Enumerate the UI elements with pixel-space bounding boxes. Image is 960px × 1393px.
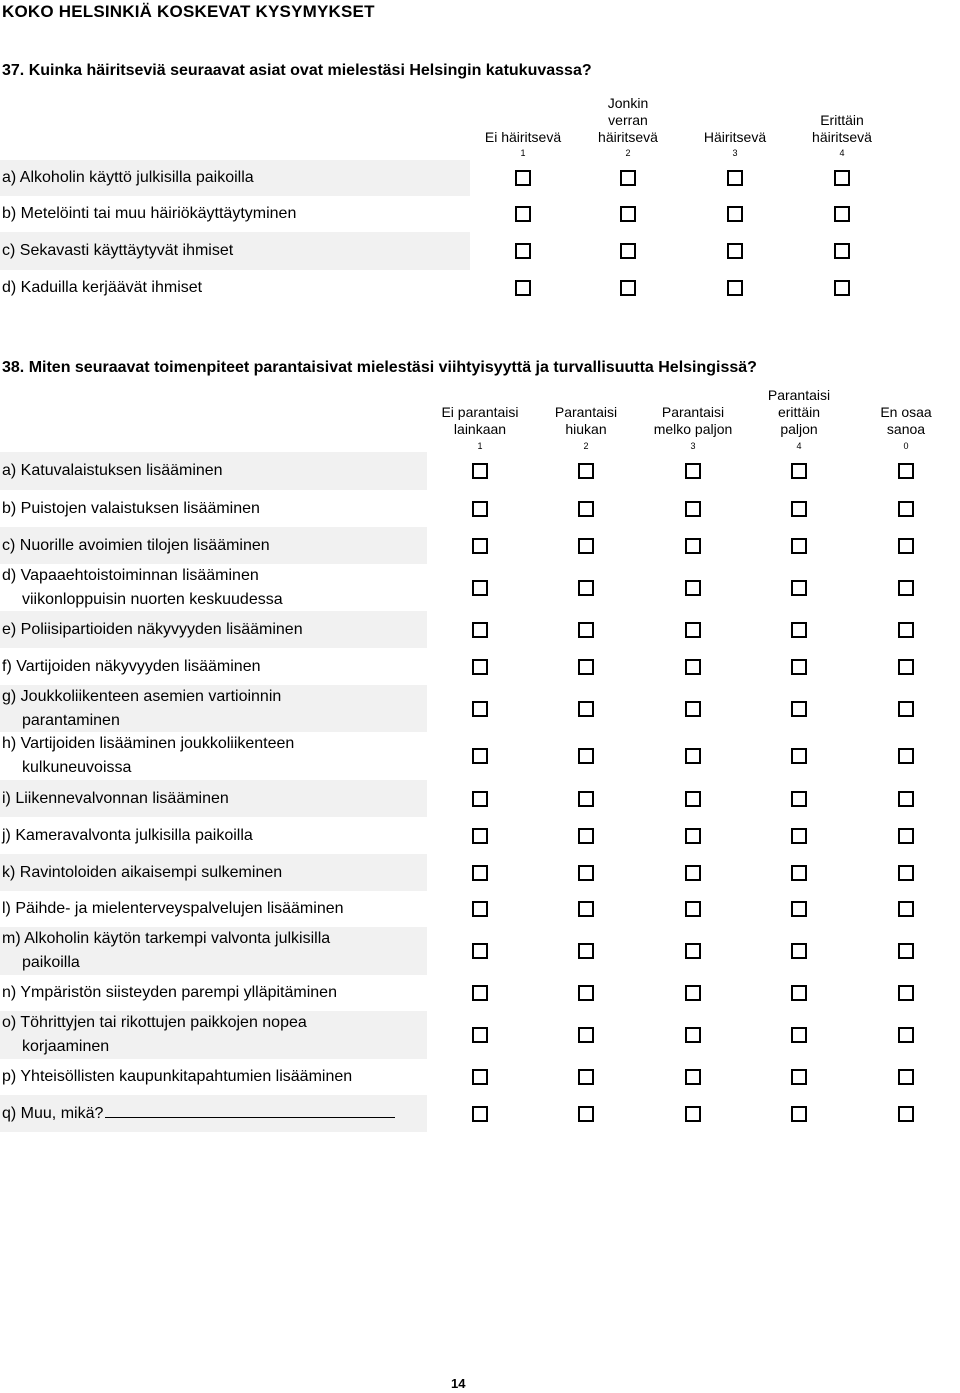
q38-checkbox-row7-col3[interactable] bbox=[685, 701, 701, 717]
q38-checkbox-row6-col2[interactable] bbox=[578, 659, 594, 675]
q38-checkbox-row16-col4[interactable] bbox=[791, 1069, 807, 1085]
q38-checkbox-row17-col2[interactable] bbox=[578, 1106, 594, 1122]
q38-checkbox-row5-col2[interactable] bbox=[578, 622, 594, 638]
q37-checkbox-row2-col4[interactable] bbox=[834, 206, 850, 222]
q37-column-code-4: 4 bbox=[839, 148, 845, 158]
q38-checkbox-row2-col5[interactable] bbox=[898, 501, 914, 517]
q38-checkbox-row4-col1[interactable] bbox=[472, 580, 488, 596]
q37-checkbox-row4-col4[interactable] bbox=[834, 280, 850, 296]
q38-checkbox-row12-col1[interactable] bbox=[472, 901, 488, 917]
q38-checkbox-row3-col1[interactable] bbox=[472, 538, 488, 554]
q38-checkbox-row10-col1[interactable] bbox=[472, 828, 488, 844]
q37-checkbox-row3-col4[interactable] bbox=[834, 243, 850, 259]
q38-checkbox-row14-col5[interactable] bbox=[898, 985, 914, 1001]
q37-checkbox-row3-col1[interactable] bbox=[515, 243, 531, 259]
document-title: KOKO HELSINKIÄ KOSKEVAT KYSYMYKSET bbox=[2, 2, 375, 21]
q37-checkbox-row1-col2[interactable] bbox=[620, 170, 636, 186]
q38-checkbox-row13-col3[interactable] bbox=[685, 943, 701, 959]
q38-checkbox-row2-col4[interactable] bbox=[791, 501, 807, 517]
q38-column-header-3: Parantaisi melko paljon bbox=[653, 404, 733, 437]
q37-checkbox-row4-col3[interactable] bbox=[727, 280, 743, 296]
q38-checkbox-row9-col3[interactable] bbox=[685, 791, 701, 807]
q38-checkbox-row3-col4[interactable] bbox=[791, 538, 807, 554]
q38-checkbox-row11-col3[interactable] bbox=[685, 865, 701, 881]
q37-row-label: b) Metelöinti tai muu häiriökäyttäytyminen bbox=[2, 205, 297, 222]
q38-checkbox-row11-col4[interactable] bbox=[791, 865, 807, 881]
q38-checkbox-row17-col4[interactable] bbox=[791, 1106, 807, 1122]
q38-checkbox-row10-col3[interactable] bbox=[685, 828, 701, 844]
q37-column-code-3: 3 bbox=[732, 148, 738, 158]
q38-checkbox-row8-col2[interactable] bbox=[578, 748, 594, 764]
q38-checkbox-row13-col1[interactable] bbox=[472, 943, 488, 959]
q38-row-label: m) Alkoholin käytön tarkempi valvonta julkisilla paikoilla bbox=[2, 930, 331, 971]
q38-checkbox-row3-col3[interactable] bbox=[685, 538, 701, 554]
q37-row-label: a) Alkoholin käyttö julkisilla paikoilla bbox=[2, 169, 254, 186]
q38-row-label: j) Kameravalvonta julkisilla paikoilla bbox=[2, 826, 253, 844]
q37-checkbox-row4-col1[interactable] bbox=[515, 280, 531, 296]
q38-checkbox-row7-col5[interactable] bbox=[898, 701, 914, 717]
q38-row-label: g) Joukkoliikenteen asemien vartioinnin parantaminen bbox=[2, 687, 282, 729]
q38-checkbox-row7-col1[interactable] bbox=[472, 701, 488, 717]
q38-checkbox-row12-col4[interactable] bbox=[791, 901, 807, 917]
q38-row-label: f) Vartijoiden näkyvyyden lisääminen bbox=[2, 657, 261, 675]
q38-row-label: d) Vapaaehtoistoiminnan lisääminen viikonloppuisin nuorten keskuudessa bbox=[2, 566, 283, 608]
q38-column-code-2: 2 bbox=[583, 441, 589, 451]
q37-checkbox-row2-col2[interactable] bbox=[620, 206, 636, 222]
other-specify-line[interactable] bbox=[105, 1103, 395, 1118]
q38-checkbox-row4-col4[interactable] bbox=[791, 580, 807, 596]
question-37-title: 37. Kuinka häiritseviä seuraavat asiat ovat mielestäsi Helsingin katukuvassa? bbox=[2, 62, 592, 79]
q37-checkbox-row1-col4[interactable] bbox=[834, 170, 850, 186]
q38-checkbox-row9-col2[interactable] bbox=[578, 791, 594, 807]
q38-checkbox-row1-col3[interactable] bbox=[685, 463, 701, 479]
q38-checkbox-row2-col2[interactable] bbox=[578, 501, 594, 517]
q38-checkbox-row4-col2[interactable] bbox=[578, 580, 594, 596]
q38-row-label: n) Ympäristön siisteyden parempi ylläpitäminen bbox=[2, 984, 337, 1001]
q38-checkbox-row1-col4[interactable] bbox=[791, 463, 807, 479]
q38-checkbox-row8-col4[interactable] bbox=[791, 748, 807, 764]
q38-column-header-4: Parantaisi erittäin paljon bbox=[767, 387, 831, 437]
q38-checkbox-row15-col5[interactable] bbox=[898, 1027, 914, 1043]
q38-checkbox-row14-col4[interactable] bbox=[791, 985, 807, 1001]
q37-checkbox-row3-col2[interactable] bbox=[620, 243, 636, 259]
q38-row-label: q) Muu, mikä? bbox=[2, 1102, 395, 1126]
q38-checkbox-row5-col5[interactable] bbox=[898, 622, 914, 638]
q38-checkbox-row15-col1[interactable] bbox=[472, 1027, 488, 1043]
q38-checkbox-row2-col3[interactable] bbox=[685, 501, 701, 517]
q38-checkbox-row8-col1[interactable] bbox=[472, 748, 488, 764]
q38-column-header-5: En osaa sanoa bbox=[880, 404, 932, 437]
q38-checkbox-row1-col1[interactable] bbox=[472, 463, 488, 479]
q38-checkbox-row16-col5[interactable] bbox=[898, 1069, 914, 1085]
q37-column-code-2: 2 bbox=[625, 148, 631, 158]
q38-checkbox-row1-col2[interactable] bbox=[578, 463, 594, 479]
q38-row-label: h) Vartijoiden lisääminen joukkoliikenteen kulkuneuvoissa bbox=[2, 735, 295, 776]
q38-checkbox-row8-col5[interactable] bbox=[898, 748, 914, 764]
q38-checkbox-row13-col5[interactable] bbox=[898, 943, 914, 959]
q37-row-label: c) Sekavasti käyttäytyvät ihmiset bbox=[2, 242, 234, 259]
q38-checkbox-row11-col1[interactable] bbox=[472, 865, 488, 881]
q38-checkbox-row5-col1[interactable] bbox=[472, 622, 488, 638]
q38-row-label: k) Ravintoloiden aikaisempi sulkeminen bbox=[2, 863, 283, 881]
q37-checkbox-row1-col3[interactable] bbox=[727, 170, 743, 186]
q38-checkbox-row17-col1[interactable] bbox=[472, 1106, 488, 1122]
q38-checkbox-row6-col4[interactable] bbox=[791, 659, 807, 675]
q37-checkbox-row2-col3[interactable] bbox=[727, 206, 743, 222]
q37-checkbox-row4-col2[interactable] bbox=[620, 280, 636, 296]
q38-checkbox-row6-col3[interactable] bbox=[685, 659, 701, 675]
q37-checkbox-row2-col1[interactable] bbox=[515, 206, 531, 222]
q38-checkbox-row14-col3[interactable] bbox=[685, 985, 701, 1001]
q38-checkbox-row17-col3[interactable] bbox=[685, 1106, 701, 1122]
q38-column-code-3: 3 bbox=[690, 441, 696, 451]
q38-checkbox-row16-col2[interactable] bbox=[578, 1069, 594, 1085]
q38-checkbox-row1-col5[interactable] bbox=[898, 463, 914, 479]
q38-checkbox-row5-col4[interactable] bbox=[791, 622, 807, 638]
q38-checkbox-row9-col4[interactable] bbox=[791, 791, 807, 807]
q38-row-label: a) Katuvalaistuksen lisääminen bbox=[2, 462, 223, 479]
q38-checkbox-row14-col1[interactable] bbox=[472, 985, 488, 1001]
q38-checkbox-row10-col4[interactable] bbox=[791, 828, 807, 844]
q38-checkbox-row3-col2[interactable] bbox=[578, 538, 594, 554]
q38-checkbox-row9-col5[interactable] bbox=[898, 791, 914, 807]
q38-column-code-1: 1 bbox=[477, 441, 483, 451]
q38-row-label: p) Yhteisöllisten kaupunkitapahtumien lisääminen bbox=[2, 1068, 353, 1085]
q38-checkbox-row6-col1[interactable] bbox=[472, 659, 488, 675]
q38-checkbox-row15-col2[interactable] bbox=[578, 1027, 594, 1043]
q38-row-label: i) Liikennevalvonnan lisääminen bbox=[2, 789, 229, 807]
q38-checkbox-row13-col4[interactable] bbox=[791, 943, 807, 959]
q38-checkbox-row8-col3[interactable] bbox=[685, 748, 701, 764]
q37-column-header-4: Erittäin häiritsevä bbox=[812, 112, 872, 145]
q38-checkbox-row9-col1[interactable] bbox=[472, 791, 488, 807]
q38-checkbox-row3-col5[interactable] bbox=[898, 538, 914, 554]
q38-column-header-2: Parantaisi hiukan bbox=[554, 404, 618, 437]
q38-column-header-1: Ei parantaisi lainkaan bbox=[441, 404, 519, 437]
q38-row-label: o) Töhrittyjen tai rikottujen paikkojen nopea korjaaminen bbox=[2, 1014, 307, 1055]
q38-checkbox-row14-col2[interactable] bbox=[578, 985, 594, 1001]
q38-checkbox-row7-col2[interactable] bbox=[578, 701, 594, 717]
q37-row-label: d) Kaduilla kerjäävät ihmiset bbox=[2, 279, 203, 296]
q38-checkbox-row11-col2[interactable] bbox=[578, 865, 594, 881]
q38-checkbox-row10-col5[interactable] bbox=[898, 828, 914, 844]
q38-checkbox-row15-col4[interactable] bbox=[791, 1027, 807, 1043]
q38-checkbox-row4-col5[interactable] bbox=[898, 580, 914, 596]
q38-row-label: c) Nuorille avoimien tilojen lisääminen bbox=[2, 536, 270, 554]
q38-checkbox-row16-col3[interactable] bbox=[685, 1069, 701, 1085]
q38-checkbox-row10-col2[interactable] bbox=[578, 828, 594, 844]
q37-column-header-1: Ei häiritsevä bbox=[484, 129, 562, 145]
q38-checkbox-row7-col4[interactable] bbox=[791, 701, 807, 717]
q38-checkbox-row2-col1[interactable] bbox=[472, 501, 488, 517]
q38-checkbox-row16-col1[interactable] bbox=[472, 1069, 488, 1085]
q38-row-label: b) Puistojen valaistuksen lisääminen bbox=[2, 499, 260, 517]
q37-checkbox-row3-col3[interactable] bbox=[727, 243, 743, 259]
q37-column-header-3: Häiritsevä bbox=[703, 129, 767, 145]
q38-checkbox-row4-col3[interactable] bbox=[685, 580, 701, 596]
q38-checkbox-row6-col5[interactable] bbox=[898, 659, 914, 675]
q38-column-code-4: 4 bbox=[796, 441, 802, 451]
q38-checkbox-row12-col5[interactable] bbox=[898, 901, 914, 917]
q38-column-code-5: 0 bbox=[903, 441, 909, 451]
q38-checkbox-row13-col2[interactable] bbox=[578, 943, 594, 959]
q38-checkbox-row12-col3[interactable] bbox=[685, 901, 701, 917]
q37-checkbox-row1-col1[interactable] bbox=[515, 170, 531, 186]
q38-checkbox-row11-col5[interactable] bbox=[898, 865, 914, 881]
q37-column-code-1: 1 bbox=[520, 148, 526, 158]
q37-column-header-2: Jonkin verran häiritsevä bbox=[598, 95, 658, 145]
q38-checkbox-row17-col5[interactable] bbox=[898, 1106, 914, 1122]
q38-checkbox-row15-col3[interactable] bbox=[685, 1027, 701, 1043]
q38-checkbox-row5-col3[interactable] bbox=[685, 622, 701, 638]
page-number: 14 bbox=[451, 1376, 466, 1391]
q38-row-label: e) Poliisipartioiden näkyvyyden lisääminen bbox=[2, 620, 303, 638]
q38-checkbox-row12-col2[interactable] bbox=[578, 901, 594, 917]
q38-row-label: l) Päihde- ja mielenterveyspalvelujen lisääminen bbox=[2, 900, 344, 917]
question-38-title: 38. Miten seuraavat toimenpiteet parantaisivat mielestäsi viihtyisyyttä ja turvallisuutta Helsingissä? bbox=[2, 359, 757, 376]
